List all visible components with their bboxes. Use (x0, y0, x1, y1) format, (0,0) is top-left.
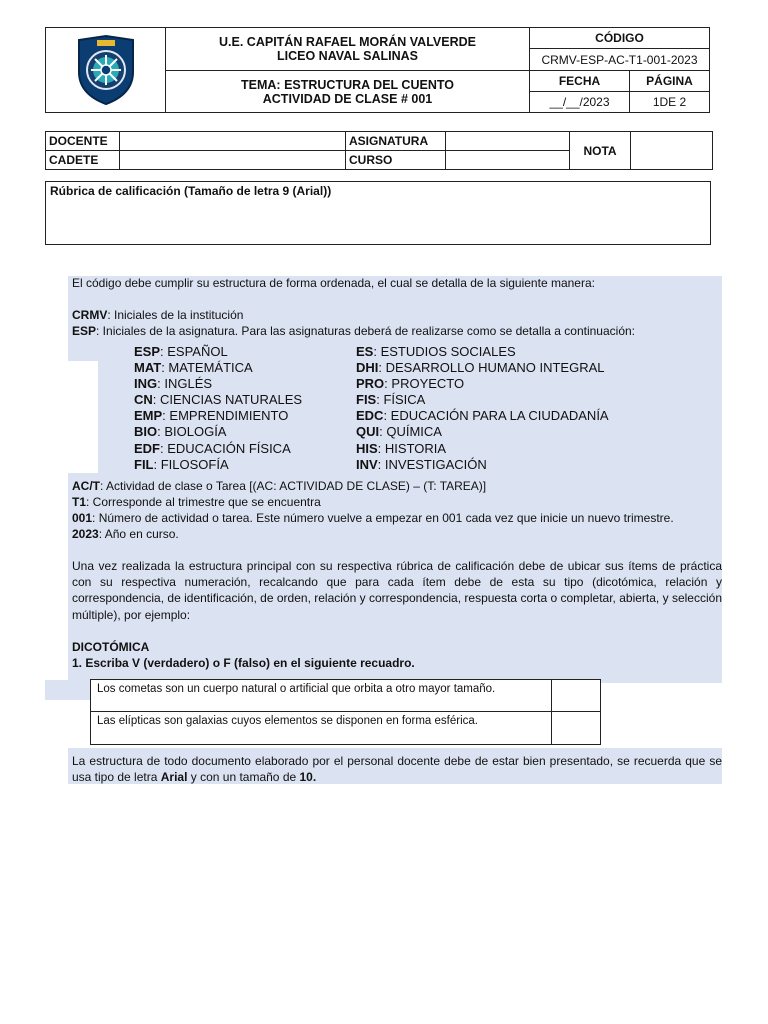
esp-line (72, 323, 635, 339)
subject-item: BIO: BIOLOGÍA (134, 424, 227, 440)
school-logo-icon (75, 34, 137, 106)
subject-item: INV: INVESTIGACIÓN (356, 456, 487, 472)
tf-item-1: Los cometas son un cuerpo natural o artificial que orbita a otro mayor tamaño. (91, 680, 552, 712)
curso-field[interactable] (446, 151, 570, 170)
n001-line: 001: Número de actividad o tarea. Este número vuelve a empezar en 001 cada vez que inicie un nuevo trimestre. (72, 511, 674, 525)
tema-line1: TEMA: ESTRUCTURA DEL CUENTO (241, 77, 454, 92)
subject-item: ESP: ESPAÑOL (134, 344, 228, 359)
font-name: Arial (160, 770, 188, 785)
shaded-band-left (45, 680, 91, 700)
docente-field[interactable] (120, 132, 346, 151)
subjects-left (134, 344, 302, 473)
logo-cell (46, 28, 166, 113)
fecha-label: FECHA (530, 71, 630, 92)
tema-line2: ACTIVIDAD DE CLASE # 001 (262, 91, 433, 106)
school-name-line1: U.E. CAPITÁN RAFAEL MORÁN VALVERDE (219, 35, 476, 49)
esp-text: : Iniciales de la asignatura. Para las asignaturas deberá de realizarse como se detalla a continuación: (96, 324, 636, 338)
subject-item: HIS: HISTORIA (356, 440, 447, 456)
tf-answer-1[interactable] (552, 680, 601, 712)
nota-label: NOTA (570, 132, 631, 170)
subject-item: ING: INGLÉS (134, 376, 213, 392)
docente-label: DOCENTE (46, 132, 120, 151)
school-name-line2: LICEO NAVAL SALINAS (277, 49, 418, 63)
tema-cell (166, 71, 530, 113)
crmv-text: : Iniciales de la institución (107, 308, 244, 322)
fecha-value: __/__/2023 (530, 92, 630, 113)
subject-item: FIL: FILOSOFÍA (134, 456, 229, 472)
nota-field[interactable] (631, 132, 713, 170)
asignatura-field[interactable] (446, 132, 570, 151)
curso-label: CURSO (346, 151, 446, 170)
tf-item-2: Las elípticas son galaxias cuyos elementos se disponen en forma esférica. (91, 712, 552, 745)
subject-item: MAT: MATEMÁTICA (134, 360, 253, 376)
dicotomica-title: DICOTÓMICA (72, 640, 150, 654)
subject-item: EMP: EMPRENDIMIENTO (134, 408, 289, 424)
subjects-right (356, 344, 609, 473)
cadete-field[interactable] (120, 151, 346, 170)
act-line: AC/T: Actividad de clase o Tarea [(AC: ACTIVIDAD DE CLASE) – (T: TAREA)] (72, 479, 487, 493)
subject-item: EDC: EDUCACIÓN PARA LA CIUDADANÍA (356, 408, 609, 424)
rubric-label: Rúbrica de calificación (Tamaño de letra 9 (Arial)) (50, 184, 332, 198)
t1-line: T1: Corresponde al trimestre que se encuentra (72, 495, 321, 509)
tf-answer-2[interactable] (552, 712, 601, 745)
subject-item: EDF: EDUCACIÓN FÍSICA (134, 440, 291, 456)
info-table (45, 131, 713, 170)
subject-item: CN: CIENCIAS NATURALES (134, 392, 303, 408)
paragraph-items: Una vez realizada la estructura principal con su respectiva rúbrica de calificación debe de ubicar sus ítems de práctica con su respectiva numeración, recalcando que para cada ítem debe de esta su tipo (dicotómica, relación y correspondencia, de identificación, de orden, relación y correspondencia, respuesta corta o completar, abierta, y selección múltiple), por ejemplo: (72, 559, 722, 622)
question-1: 1. Escriba V (verdadero) o F (falso) en el siguiente recuadro. (72, 656, 415, 670)
header-table (45, 27, 710, 113)
subject-item: QUI: QUÍMICA (356, 424, 442, 440)
list-notch (68, 361, 98, 473)
closing-paragraph: La estructura de todo documento elaborado por el personal docente debe de estar bien presentado, se recuerda que se usa tipo de letra Arial y con un tamaño de 10. (72, 754, 722, 785)
subject-item: DHI: DESARROLLO HUMANO INTEGRAL (356, 360, 605, 376)
rubric-box[interactable] (45, 181, 711, 245)
esp-key: ESP (72, 324, 97, 338)
cadete-label: CADETE (46, 151, 120, 170)
codigo-label: CÓDIGO (530, 28, 710, 49)
pagina-value: 1DE 2 (630, 92, 710, 113)
font-size: 10. (299, 770, 317, 785)
crmv-line (72, 307, 243, 323)
crmv-key: CRMV (72, 308, 108, 322)
subject-item: ES: ESTUDIOS SOCIALES (356, 344, 516, 359)
subject-item: PRO: PROYECTO (356, 376, 465, 392)
y2023-line: 2023: Año en curso. (72, 527, 179, 541)
subject-item: FIS: FÍSICA (356, 392, 426, 408)
pagina-label: PÁGINA (630, 71, 710, 92)
intro-text: El código debe cumplir su estructura de forma ordenada, el cual se detalla de la siguiente manera: (72, 276, 595, 290)
true-false-table (90, 679, 601, 745)
school-name-cell (166, 28, 530, 71)
codigo-value: CRMV-ESP-AC-T1-001-2023 (530, 49, 710, 71)
asignatura-label: ASIGNATURA (346, 132, 446, 151)
